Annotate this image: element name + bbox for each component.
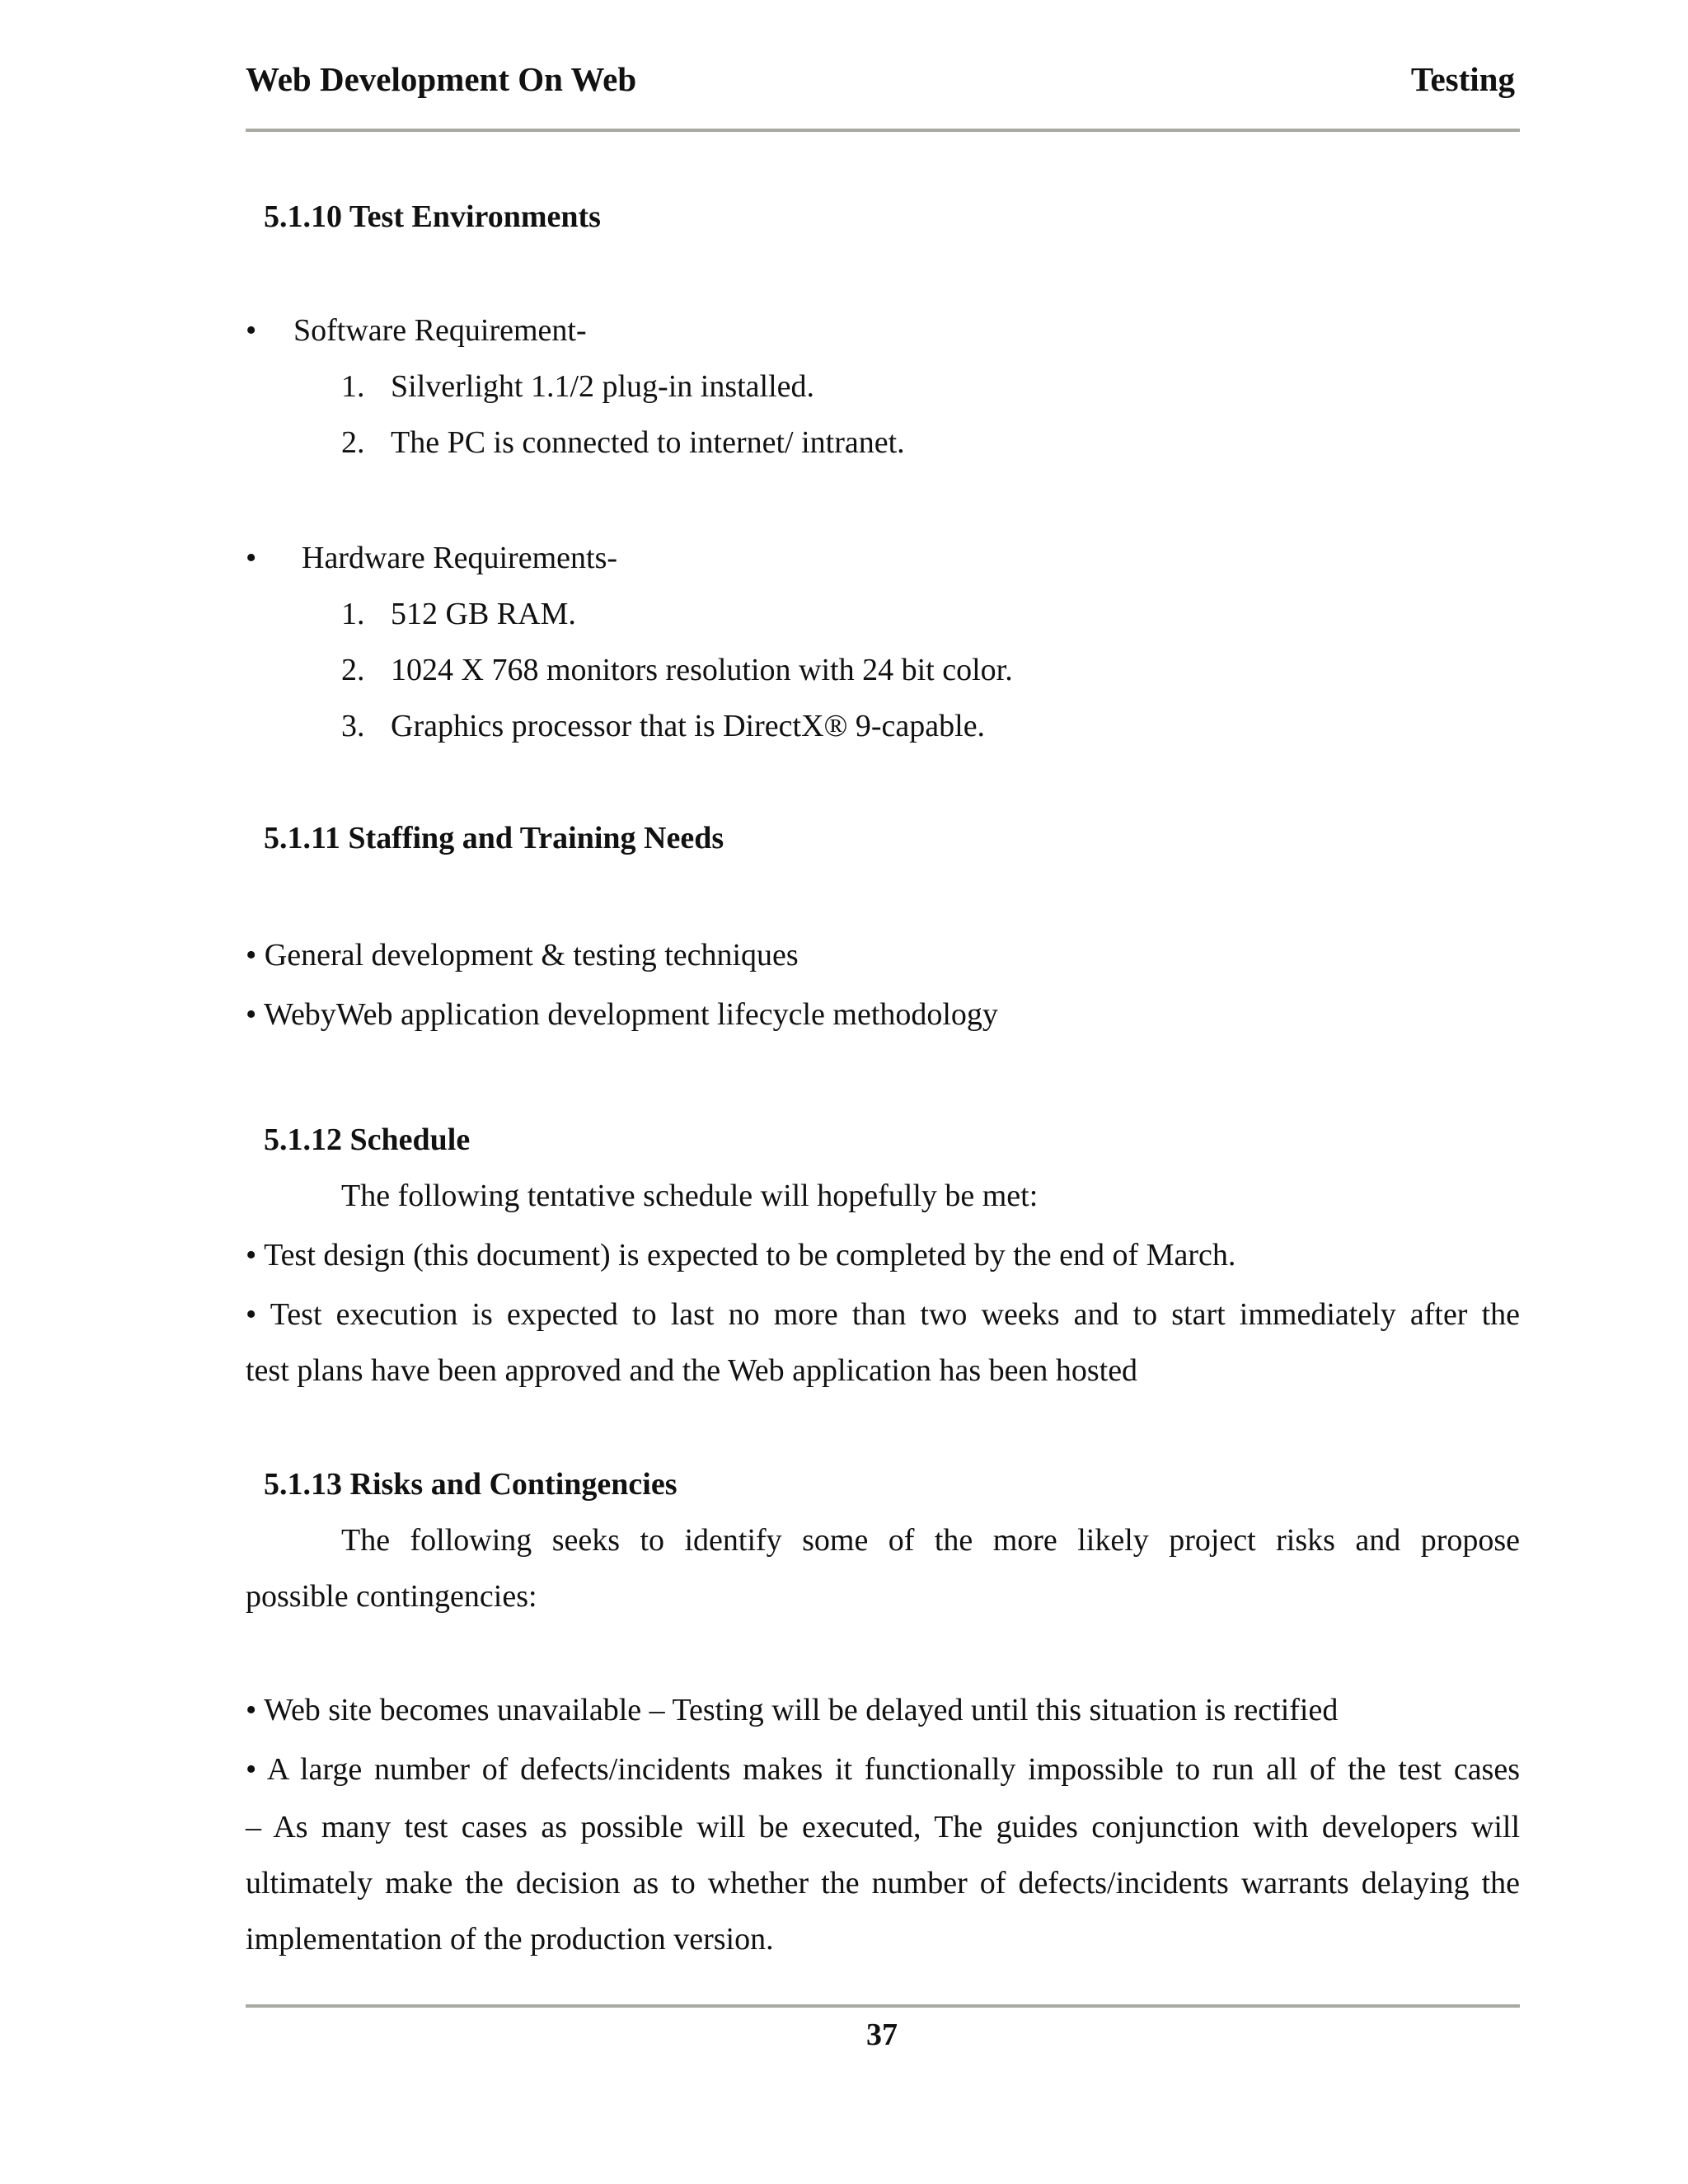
list-number: 3. xyxy=(341,709,365,743)
list-number: 2. xyxy=(341,425,365,460)
bullet-icon: • xyxy=(246,313,257,348)
list-item-continuation: test plans have been approved and the Web application has been hosted xyxy=(246,1353,1138,1388)
list-number: 2. xyxy=(341,653,365,687)
list-item: • General development & testing techniques xyxy=(246,938,799,972)
list-item: The PC is connected to internet/ intranet. xyxy=(391,425,905,460)
list-item: • Test design (this document) is expected to be completed by the end of March. xyxy=(246,1238,1236,1272)
list-number: 1. xyxy=(341,597,365,631)
list-item: • WebyWeb application development lifecycle methodology xyxy=(246,997,998,1032)
list-item: Silverlight 1.1/2 plug-in installed. xyxy=(391,369,815,404)
list-item-continuation: ultimately make the decision as to whether the number of defects/incidents warrants delaying the xyxy=(246,1866,1520,1900)
list-item-continuation: – As many test cases as possible will be executed, The guides conjunction with developers will xyxy=(246,1810,1520,1844)
list-item: 512 GB RAM. xyxy=(391,597,576,631)
risks-intro-continuation: possible contingencies: xyxy=(246,1579,537,1614)
schedule-intro: The following tentative schedule will hopefully be met: xyxy=(341,1179,1039,1213)
page-number: 37 xyxy=(866,2018,898,2052)
list-item-continuation: implementation of the production version. xyxy=(246,1922,774,1957)
section-heading-staffing: 5.1.11 Staffing and Training Needs xyxy=(264,821,724,855)
running-header-title: Web Development On Web xyxy=(246,60,637,98)
hardware-requirements-label: Hardware Requirements- xyxy=(302,541,618,575)
section-heading-test-environments: 5.1.10 Test Environments xyxy=(264,199,601,234)
list-number: 1. xyxy=(341,369,365,404)
section-heading-schedule: 5.1.12 Schedule xyxy=(264,1122,471,1157)
list-item: 1024 X 768 monitors resolution with 24 bit color. xyxy=(391,653,1013,687)
list-item: Graphics processor that is DirectX® 9-capable. xyxy=(391,709,986,743)
running-header-chapter: Testing xyxy=(1410,60,1515,98)
section-heading-risks: 5.1.13 Risks and Contingencies xyxy=(264,1467,678,1502)
footer-rule xyxy=(246,2004,1520,2008)
header-rule xyxy=(246,129,1520,132)
software-requirement-label: Software Requirement- xyxy=(293,313,587,348)
list-item: • Test execution is expected to last no more than two weeks and to start immediately after the xyxy=(246,1297,1520,1332)
list-item: • A large number of defects/incidents makes it functionally impossible to run all of the test cases xyxy=(246,1752,1520,1787)
list-item: • Web site becomes unavailable – Testing will be delayed until this situation is rectified xyxy=(246,1693,1339,1727)
bullet-icon: • xyxy=(246,541,257,575)
risks-intro: The following seeks to identify some of the more likely project risks and propose xyxy=(341,1523,1520,1558)
